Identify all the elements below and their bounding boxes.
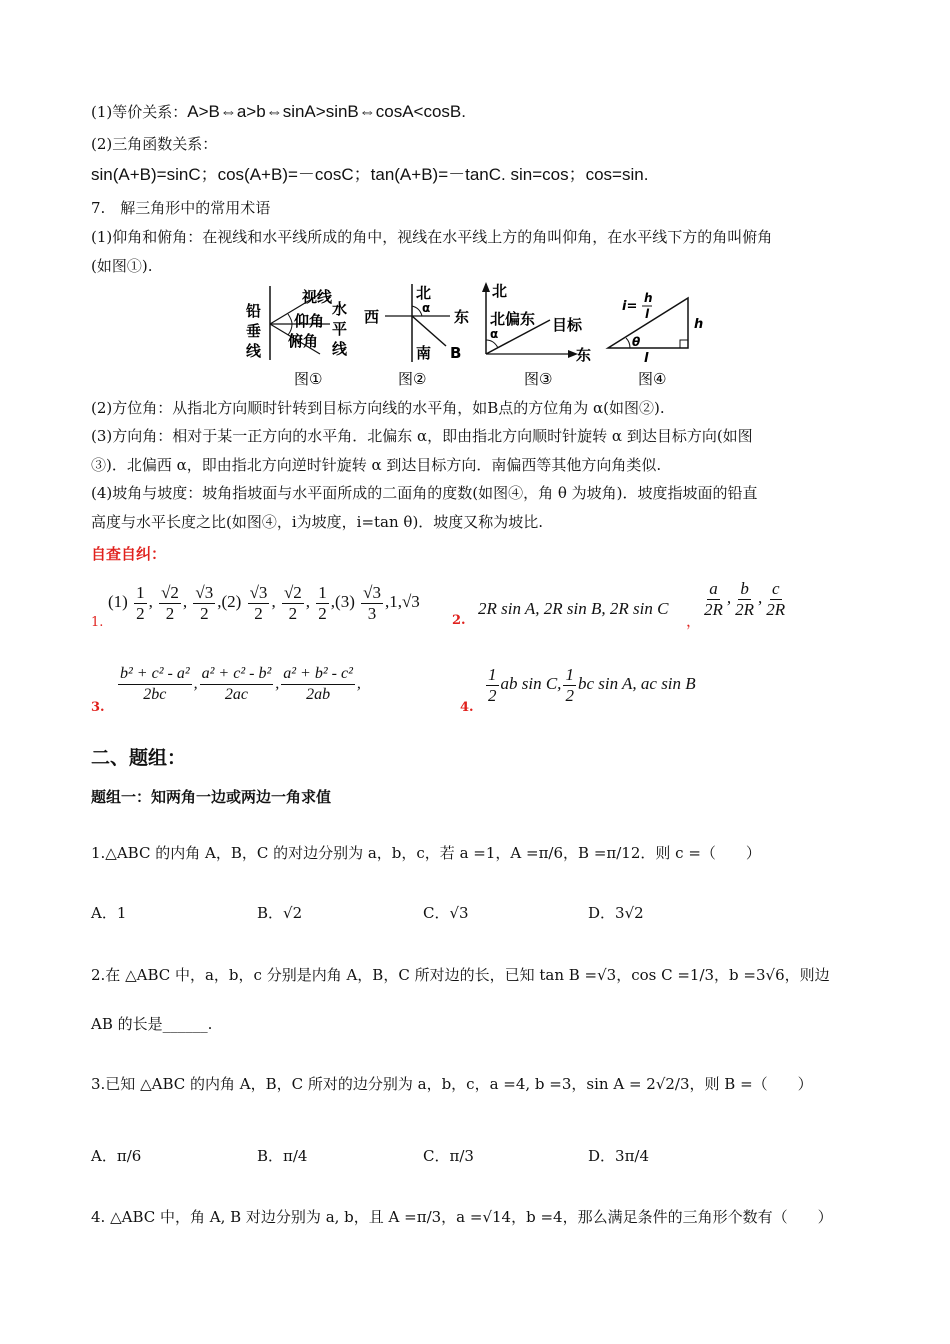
figures-diagram xyxy=(240,280,704,392)
fig1-horiz-1: 水 xyxy=(332,300,348,318)
equiv-relation-line xyxy=(91,101,466,123)
direction-text-cont: ③)．北偏西 α，即由指北方向逆时针旋转 α 到达目标方向．南偏西等其他方向角类似. xyxy=(91,456,662,474)
fig2-angle: α xyxy=(422,301,431,315)
section-2-title: 二、题组： xyxy=(91,747,187,769)
fig2-point: B xyxy=(450,344,462,362)
q4-stem: 4. △ABC 中，角 A, B 对边分别为 a, b，且 A =π/3，a =√14，b =4，那么满足条件的三角形个数有（ ） xyxy=(91,1208,833,1226)
fig2-west: 西 xyxy=(364,308,380,326)
elevation-text: (1)仰角和俯角：在视线和水平线所成的角中，视线在水平线上方的角叫仰角，在水平线下方的角叫俯角 xyxy=(91,228,773,246)
fig4-l: l xyxy=(644,351,649,366)
review-answer-2a: 2R sin A, 2R sin B, 2R sin C xyxy=(478,599,669,618)
q3-option-d[interactable]: D．3π/4 xyxy=(588,1147,650,1165)
elevation-text-cont: (如图①). xyxy=(91,257,153,275)
fig1-horiz-3: 线 xyxy=(332,340,348,358)
fig3-north: 北 xyxy=(492,282,508,300)
review-sep-2: ， xyxy=(686,612,702,630)
terms-heading: 7. 解三角形中的常用术语 xyxy=(91,199,271,217)
review-num-1: 1. xyxy=(91,615,104,630)
slope-text: (4)坡角与坡度：坡角指坡面与水平面所成的二面角的度数(如图④，角 θ 为坡角)．坡度指坡面的铅直 xyxy=(91,484,758,502)
trig-relation-label: (2)三角函数关系： xyxy=(91,135,218,153)
review-answer-2b: $\frac{a}{2R}$ , $\frac{b}{2R}$ , $\frac{c}{2R}$ xyxy=(704,578,786,619)
fig4-h-over: h xyxy=(644,291,653,305)
fig3-ne: 北偏东 xyxy=(490,310,536,328)
q3-option-c[interactable]: C．π/3 xyxy=(423,1147,474,1165)
review-answer-4: $\frac{1}{2}$ ab sin C, $\frac{1}{2}$ bc sin A, ac sin B xyxy=(488,664,696,705)
review-num-2: 2. xyxy=(452,613,466,628)
q1-option-b[interactable]: B．√2 xyxy=(257,904,303,922)
fig2-south: 南 xyxy=(416,344,432,362)
q1-option-d[interactable]: D．3√2 xyxy=(588,904,644,922)
fig4-theta: θ xyxy=(632,335,641,349)
slope-text-cont: 高度与水平长度之比(如图④，i为坡度，i=tan θ)．坡度又称为坡比. xyxy=(91,513,544,531)
fig1-elev: 仰角 xyxy=(294,312,325,330)
figure-2 xyxy=(364,284,469,388)
fig4-i: i= xyxy=(622,299,638,314)
fig2-north: 北 xyxy=(416,284,432,302)
group-1-title: 题组一：知两角一边或两边一角求值 xyxy=(91,788,332,806)
fig1-horiz-2: 平 xyxy=(332,320,348,338)
q2-stem: 2.在 △ABC 中，a，b，c 分别是内角 A，B，C 所对边的长，已知 tan B =√3，cos C =1/3，b =3√6，则边 xyxy=(91,966,830,984)
fig1-vertical-3: 线 xyxy=(246,342,262,360)
figure-1 xyxy=(246,286,348,388)
review-num-4: 4. xyxy=(460,700,474,715)
fig3-angle: α xyxy=(490,327,499,341)
fig2-caption: 图② xyxy=(398,370,427,388)
q3-option-b[interactable]: B．π/4 xyxy=(257,1147,308,1165)
trig-relation-formula: sin(A+B)=sinC；cos(A+B)=－cosC；tan(A+B)=－tanC. sin=cos；cos=sin. xyxy=(91,165,649,184)
figure-3 xyxy=(482,282,591,388)
review-answer-1: (1) $\frac{1}{2}$ , $\frac{√2}{2}$ , $\frac{√3}{2}$ ,(2) $\frac{√3}{2}$ , $\frac{√2}{2}$ , $\frac{1}{2}$ ,(3) $\frac{√3}{3}$ ,1,√3 xyxy=(108,582,420,623)
equiv-label: (1)等价关系： xyxy=(91,103,188,121)
review-title: 自查自纠： xyxy=(91,545,167,563)
fig4-h: h xyxy=(694,317,704,332)
q1-option-a[interactable]: A．1 xyxy=(91,904,127,922)
fig3-east: 东 xyxy=(576,346,592,364)
fig2-east: 东 xyxy=(454,308,470,326)
fig3-target: 目标 xyxy=(552,316,583,334)
fig1-vertical-1: 铅 xyxy=(246,302,262,320)
q1-option-c[interactable]: C．√3 xyxy=(423,904,469,922)
q1-stem: 1.△ABC 的内角 A，B，C 的对边分别为 a，b，c，若 a =1，A =π/6，B =π/12．则 c =（ ） xyxy=(91,844,761,862)
q2-stem-cont: AB 的长是______. xyxy=(91,1015,213,1033)
q3-stem: 3.已知 △ABC 的内角 A，B，C 所对的边分别为 a，b，c，a =4, b =3，sin A = 2√2/3，则 B =（ ） xyxy=(91,1075,813,1093)
azimuth-text: (2)方位角：从指北方向顺时针转到目标方向线的水平角，如B点的方位角为 α(如图②). xyxy=(91,399,665,417)
fig1-vertical-2: 垂 xyxy=(246,322,262,340)
direction-text: (3)方向角：相对于某一正方向的水平角．北偏东 α，即由指北方向顺时针旋转 α 到达目标方向(如图 xyxy=(91,427,753,445)
figure-4 xyxy=(608,291,703,388)
fig4-caption: 图④ xyxy=(638,370,667,388)
review-answer-3: $\frac{\text{b² + c² - a²}}{2bc}$ , $\frac{\text{a² + c² - b²}}{2ac}$ , $\frac{\text{a² + b² - c²}}{2ab}$ , xyxy=(120,665,361,703)
fig3-caption: 图③ xyxy=(524,370,553,388)
fig1-sight: 视线 xyxy=(302,288,333,306)
review-num-3: 3. xyxy=(91,700,105,715)
q3-option-a[interactable]: A．π/6 xyxy=(91,1147,142,1165)
fig1-dep: 俯角 xyxy=(288,332,319,350)
equiv-math: A>B⇔a>b⇔sinA>sinB⇔cosA<cosB. xyxy=(187,102,466,121)
fig1-caption: 图① xyxy=(294,370,323,388)
fig4-l-under: l xyxy=(645,307,650,321)
